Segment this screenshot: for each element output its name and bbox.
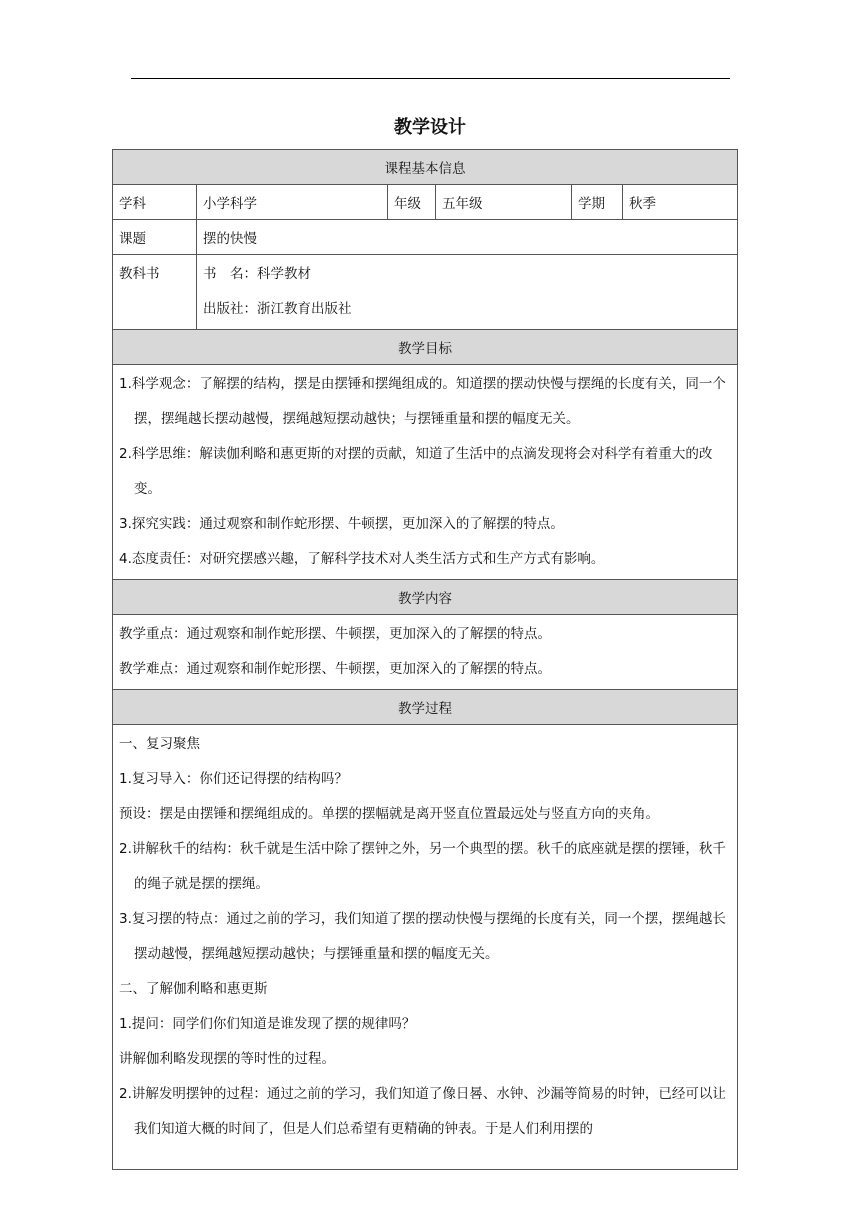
topic-label: 课题 [113, 220, 197, 255]
grade-label: 年级 [388, 185, 436, 220]
section-header-basic [113, 150, 738, 185]
section-title: 课程基本信息 [113, 150, 738, 185]
subject-value: 小学科学 [197, 185, 388, 220]
section-header-objectives [113, 330, 738, 365]
objectives-row [113, 365, 738, 580]
process-line: 讲解伽利略发现摆的等时性的过程。 [119, 1051, 335, 1067]
objective-item: 1.科学观念：了解摆的结构，摆是由摆锤和摆绳组成的。知道摆的摆动快慢与摆绳的长度有关，同一个摆，摆绳越长摆动越慢，摆绳越短摆动越快；与摆锤重量和摆的幅度无关。 [119, 376, 726, 427]
publisher: 出版社：浙江教育出版社 [203, 301, 352, 317]
key-point: 教学重点：通过观察和制作蛇形摆、牛顿摆，更加深入的了解摆的特点。 [119, 626, 551, 642]
process-line: 3.复习摆的特点：通过之前的学习，我们知道了摆的摆动快慢与摆绳的长度有关，同一个摆，摆绳越长摆动越慢，摆绳越短摆动越快；与摆锤重量和摆的幅度无关。 [119, 911, 726, 962]
section-header-content [113, 580, 738, 615]
term-label: 学期 [572, 185, 623, 220]
process-line: 二、了解伽利略和惠更斯 [119, 981, 268, 997]
book-name: 书 名：科学教材 [203, 266, 311, 282]
info-row-subject [113, 185, 738, 220]
process-row [113, 725, 738, 1170]
info-row-topic [113, 220, 738, 255]
process-line: 1.复习导入：你们还记得摆的结构吗？ [119, 771, 348, 787]
process-line: 一、复习聚焦 [119, 736, 200, 752]
section-title: 教学过程 [113, 690, 738, 725]
section-title: 教学内容 [113, 580, 738, 615]
info-row-textbook [113, 255, 738, 330]
difficulty: 教学难点：通过观察和制作蛇形摆、牛顿摆，更加深入的了解摆的特点。 [119, 661, 551, 677]
process-line: 2.讲解发明摆钟的过程：通过之前的学习，我们知道了像日晷、水钟、沙漏等简易的时钟，已经可以让我们知道大概的时间了，但是人们总希望有更精确的钟表。于是人们利用摆的 [119, 1086, 726, 1137]
process-line: 预设：摆是由摆锤和摆绳组成的。单摆的摆幅就是离开竖直位置最远处与竖直方向的夹角。 [119, 806, 659, 822]
section-header-process [113, 690, 738, 725]
subject-label: 学科 [113, 185, 197, 220]
term-value: 秋季 [623, 185, 738, 220]
process-line: 2.讲解秋千的结构：秋千就是生活中除了摆钟之外，另一个典型的摆。秋千的底座就是摆的摆锤，秋千的绳子就是摆的摆绳。 [119, 841, 726, 892]
objective-item: 2.科学思维：解读伽利略和惠更斯的对摆的贡献，知道了生活中的点滴发现将会对科学有着重大的改变。 [119, 446, 713, 497]
lesson-plan-table [112, 149, 738, 1170]
section-title: 教学目标 [113, 330, 738, 365]
grade-value: 五年级 [436, 185, 572, 220]
topic-value: 摆的快慢 [197, 220, 738, 255]
objective-item: 4.态度责任：对研究摆感兴趣，了解科学技术对人类生活方式和生产方式有影响。 [119, 551, 605, 567]
content-row [113, 615, 738, 690]
textbook-label: 教科书 [113, 255, 197, 330]
header-rule [131, 78, 730, 79]
page-title: 教学设计 [394, 117, 466, 138]
process-line: 1.提问：同学们你们知道是谁发现了摆的规律吗？ [119, 1016, 416, 1032]
objective-item: 3.探究实践：通过观察和制作蛇形摆、牛顿摆，更加深入的了解摆的特点。 [119, 516, 564, 532]
